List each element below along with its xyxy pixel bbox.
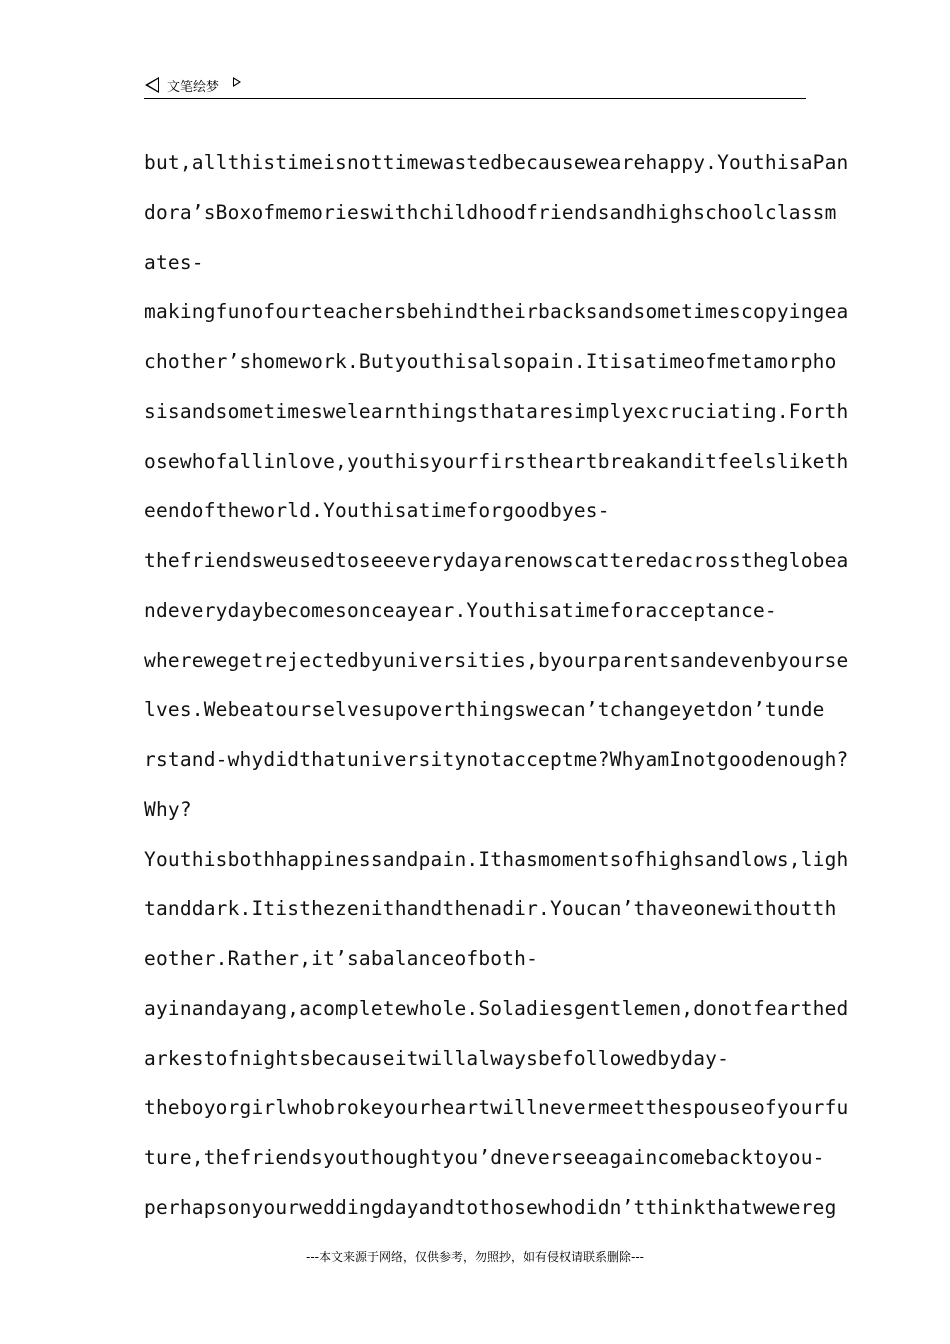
text-line: Why?	[144, 797, 192, 821]
text-line: tanddark.Itisthezenithandthenadir.Youcan’thaveonewithoutth	[144, 897, 837, 921]
text-line: ture,thefriendsyouthoughtyou’dneverseeagaincomebacktoyou-	[144, 1146, 825, 1169]
text-line: Youthisbothhappinessandpain.Ithasmomentsofhighsandlows,ligh	[144, 847, 849, 871]
text-line: lves.Webeatourselvesupoverthingswecan’tchangeyetdon’tunde	[144, 698, 825, 722]
text-line: perhapsonyourweddingdayandtothosewhodidn’tthinkthatwewereg	[144, 1195, 837, 1219]
text-line: rstand-whydidthatuniversitynotacceptme?WhyamInotgoodenough?	[144, 748, 849, 771]
text-line: chother’shomework.Butyouthisalsopain.Itisatimeofmetamorpho	[144, 350, 837, 373]
page-header	[144, 72, 806, 99]
text-line: sisandsometimeswelearnthingsthataresimplyexcruciating.Forth	[144, 399, 849, 423]
footer-disclaimer: ---本文来源于网络，仅供参考，勿照抄，如有侵权请联系删除---	[306, 1250, 644, 1264]
text-line: osewhofallinlove,youthisyourfirstheartbreakanditfeelsliketh	[144, 449, 849, 473]
body-text	[144, 138, 849, 1233]
right-triangle-icon	[233, 77, 241, 87]
text-line: ayinandayang,acompletewhole.Soladiesgentlemen,donotfearthed	[144, 996, 849, 1020]
left-triangle-icon	[145, 77, 159, 93]
text-line: dora’sBoxofmemorieswithchildhoodfriendsandhighschoolclassm	[144, 200, 837, 224]
text-line: eendoftheworld.Youthisatimeforgoodbyes-	[144, 499, 610, 523]
text-line: eother.Rather,it’sabalanceofboth-	[144, 947, 539, 970]
text-line: arkestofnightsbecauseitwillalwaysbefollowedbyday-	[144, 1046, 730, 1070]
text-line: but,allthistimeisnottimewastedbecausewearehappy.YouthisaPan	[144, 151, 849, 174]
text-line: theboyorgirlwhobrokeyourheartwillnevermeetthespouseofyourfu	[144, 1096, 849, 1120]
header-title: 文笔绘梦	[167, 80, 220, 95]
text-line: thefriendsweusedtoseeeverydayarenowscatteredacrosstheglobea	[144, 549, 849, 572]
text-line: makingfunofourteachersbehindtheirbacksandsometimescopyingea	[144, 300, 849, 324]
text-line: ndeverydaybecomesonceayear.Youthisatimeforacceptance-	[144, 598, 777, 622]
text-line: wherewegetrejectedbyuniversities,byourparentsandevenbyourse	[144, 648, 849, 672]
text-line: ates-	[144, 250, 204, 274]
